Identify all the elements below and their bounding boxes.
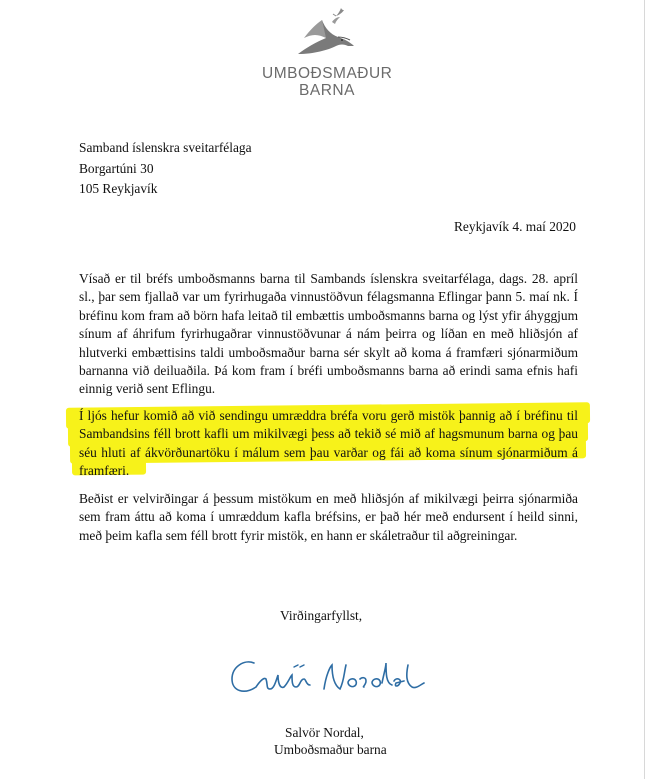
paragraph-3: Beðist er velvirðingar á þessum mistökum en með hliðsjón af mikilvægi þeirra sjónarmiða sem fram áttu að koma í umræddum kafla bréfsins, er það hér með endursent í heild sinni, með þeim kafla sem féll brott fyrir mistök, en hann er skáletraður til aðgreiningar. [79,491,578,543]
recipient-address [79,138,252,200]
paragraph-2-highlighted: Í ljós hefur komið að við sendingu umræddra bréfa voru gerð mistök þannig að í bréfinu til Sambandsins féll brott kafli um mikilvægi þess að tekið sé mið af hagsmunum barna og þau séu hluti af ákvörðunartöku í málum sem þau varðar og fái að koma sínum sjónarmiðum á framfæri. [79,408,578,479]
signer-name: Salvör Nordal, [285,725,364,740]
signer-title: Umboðsmaður barna [274,742,387,757]
recipient-street: Borgartúni 30 [79,160,154,176]
recipient-city: 105 Reykjavík [79,181,158,196]
paragraph-1: Vísað er til bréfs umboðsmanns barna til Sambands íslenskra sveitarfélaga, dags. 28. apríl sl., þar sem fjallað var um fyrirhugaða vinnustöðvun félagsmanna Eflingar þann 5. maí nk. Í bréfinu kom fram að börn hafa leitað til embættis umboðsmanns barna og lýst yfir áhyggjum sínum af áhrifum fyrirhugaðrar vinnustöðvunar á nám þeirra og líðan en með hliðsjón af hlutverki embættisins taldi umboðsmaður barna sér skylt að koma á framfæri sjónarmiðum barnanna við deiluaðila. Þá kom fram í bréfi umboðsmanns barna að erindi sama efnis hafi einnig verið sent Eflingu. [79,271,578,397]
logo [262,4,392,104]
handwritten-signature [226,645,436,705]
recipient-org: Samband íslenskra sveitarfélaga [79,140,252,155]
logo-text-line1: UMBOÐSMAÐUR [262,65,393,82]
date-line: Reykjavík 4. maí 2020 [454,219,576,234]
closing-salutation: Virðingarfyllst, [280,608,363,623]
tern-bird-icon [292,4,362,62]
page-edge-line [644,0,645,779]
logo-text-line2: BARNA [299,82,355,99]
